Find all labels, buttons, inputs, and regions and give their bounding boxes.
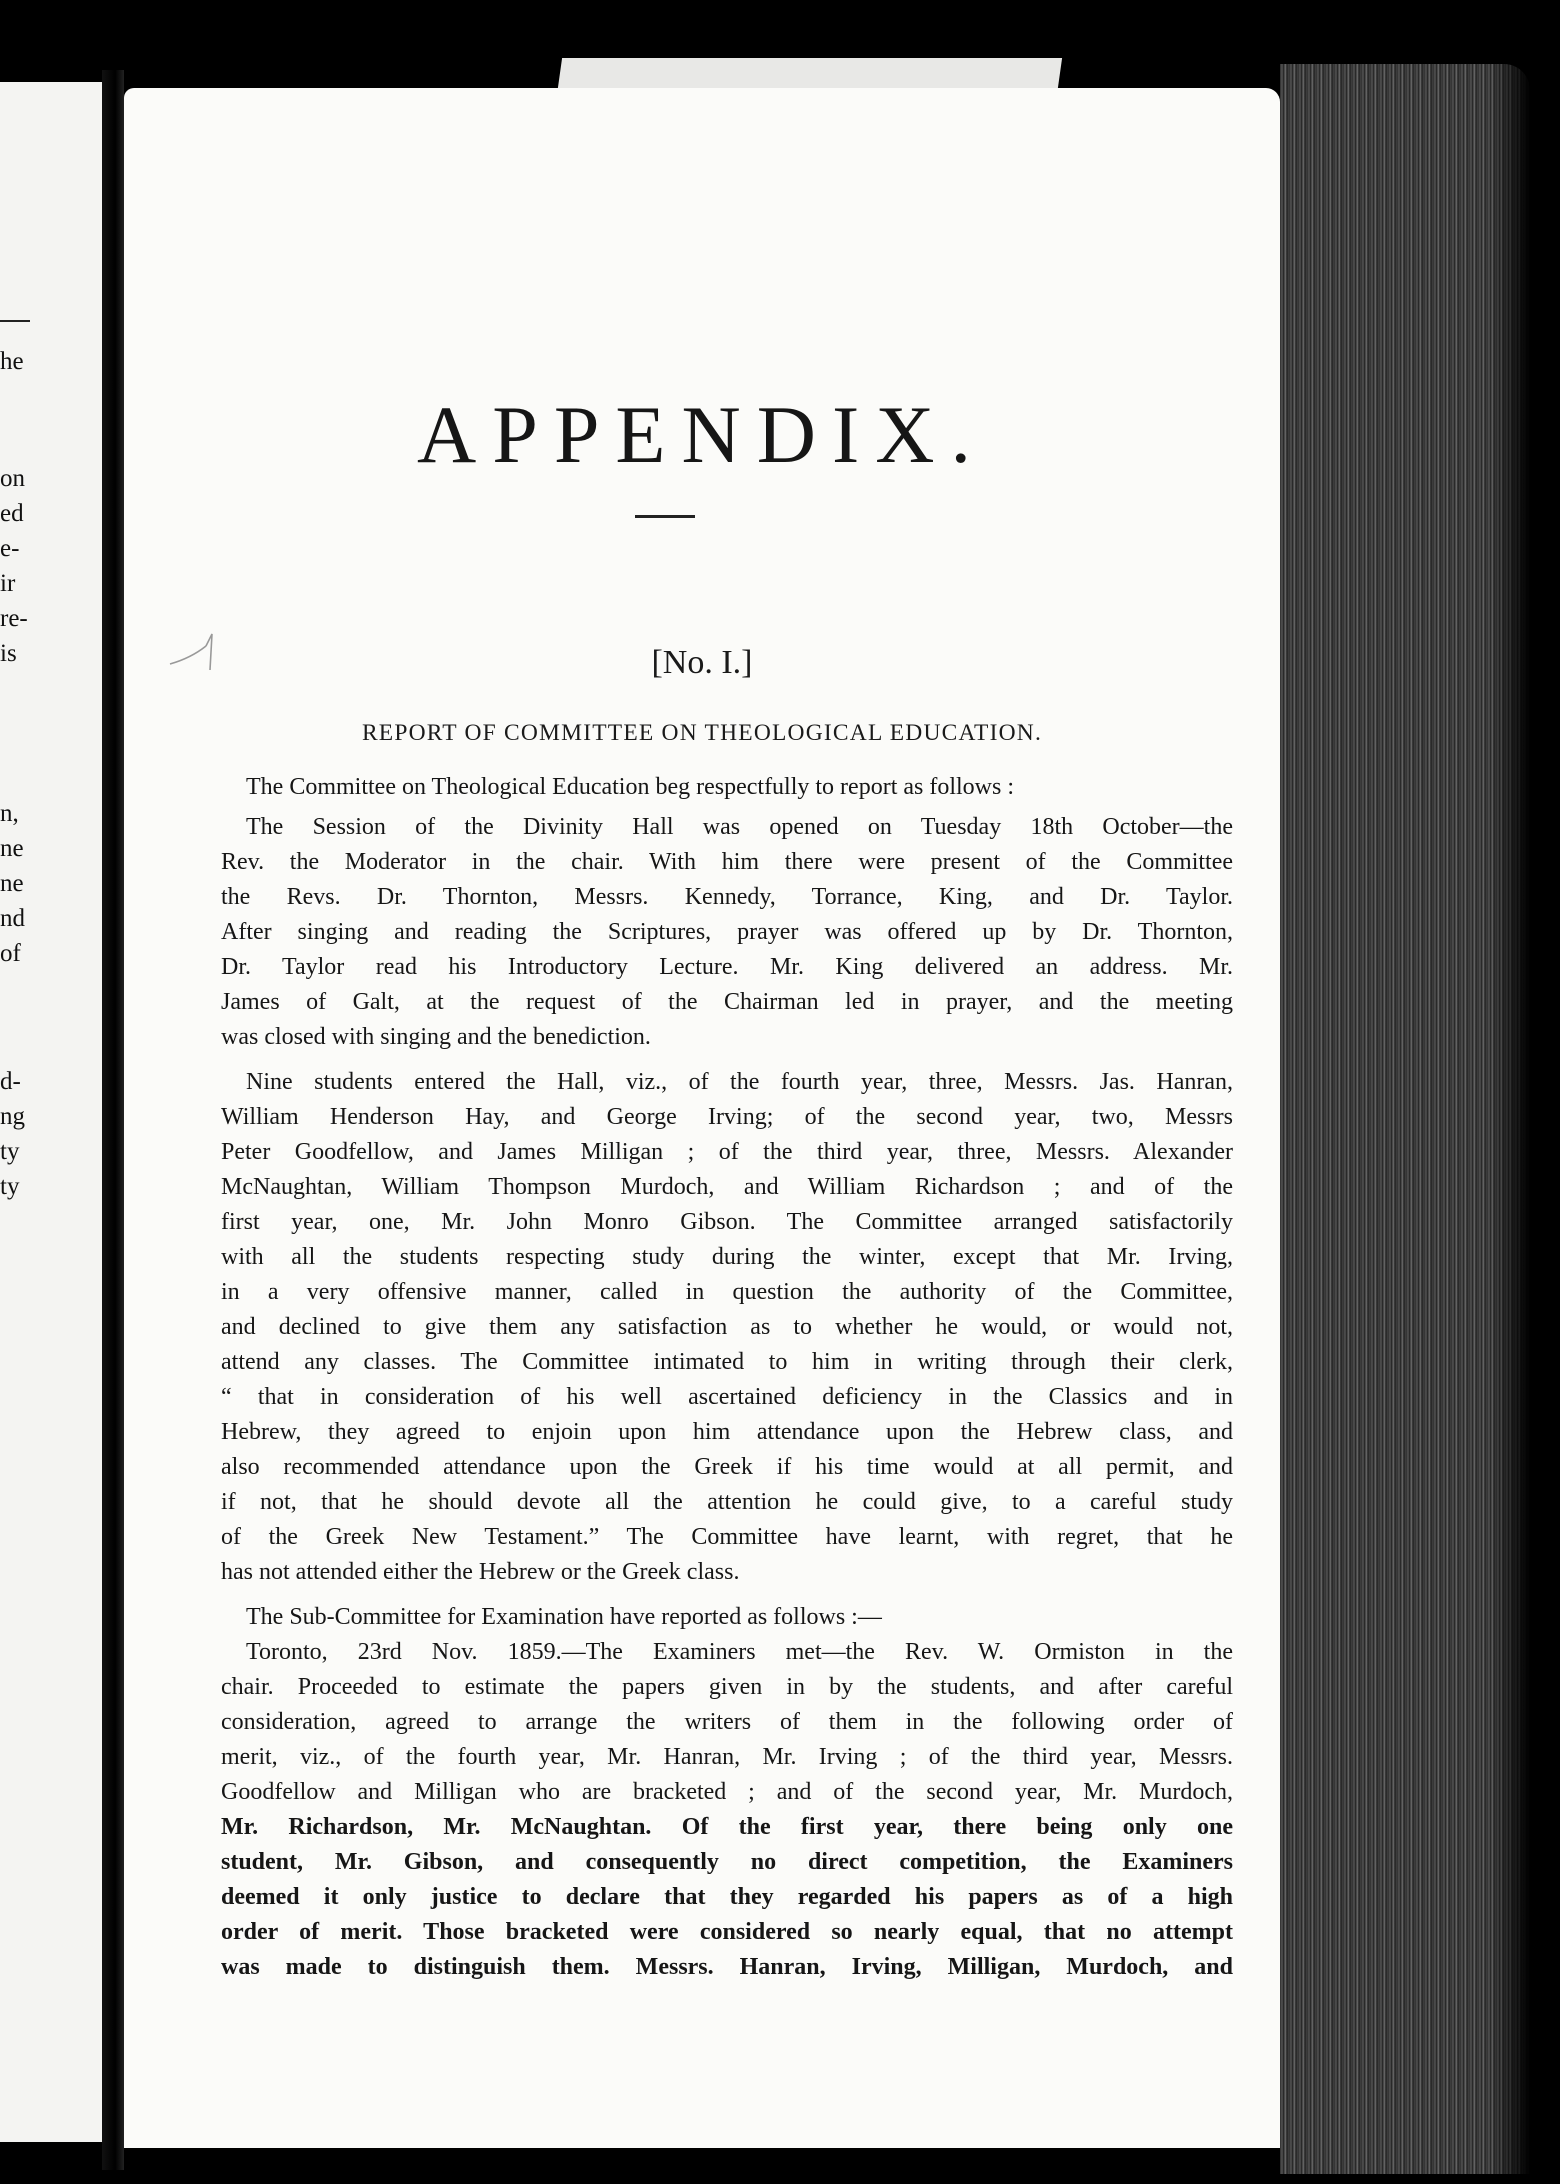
- text-line: Rev. the Moderator in the chair. With him there were present of the Committee: [221, 849, 1233, 875]
- facing-page-text: re-: [0, 605, 28, 632]
- text-line: After singing and reading the Scriptures, prayer was offered up by Dr. Thornton,: [221, 919, 1233, 945]
- text-line: was closed with singing and the benediction.: [221, 1024, 651, 1050]
- text-line: also recommended attendance upon the Greek if his time would at all permit, and: [221, 1454, 1233, 1480]
- facing-page-text: is: [0, 640, 17, 667]
- text-line: The Session of the Divinity Hall was opened on Tuesday 18th October—the: [246, 814, 1233, 840]
- text-line: McNaughtan, William Thompson Murdoch, and William Richardson ; and of the: [221, 1174, 1233, 1200]
- text-line: James of Galt, at the request of the Chairman led in prayer, and the meeting: [221, 989, 1233, 1015]
- facing-page-text: ty: [0, 1138, 20, 1165]
- facing-page-text: on: [0, 465, 25, 492]
- section-heading: REPORT OF COMMITTEE ON THEOLOGICAL EDUCATION.: [361, 720, 1043, 746]
- title-rule: [635, 515, 695, 518]
- text-line: first year, one, Mr. John Monro Gibson. The Committee arranged satisfactorily: [221, 1209, 1233, 1235]
- text-line: Dr. Taylor read his Introductory Lecture. Mr. King delivered an address. Mr.: [221, 954, 1233, 980]
- text-line: in a very offensive manner, called in question the authority of the Committee,: [221, 1279, 1233, 1305]
- text-line: of the Greek New Testament.” The Committee have learnt, with regret, that he: [221, 1524, 1233, 1550]
- text-line: William Henderson Hay, and George Irving; of the second year, two, Messrs: [221, 1104, 1233, 1130]
- facing-page-text: he: [0, 348, 24, 375]
- text-line: has not attended either the Hebrew or the Greek class.: [221, 1559, 740, 1585]
- text-line: consideration, agreed to arrange the writers of them in the following order of: [221, 1709, 1233, 1735]
- text-line: was made to distinguish them. Messrs. Hanran, Irving, Milligan, Murdoch, and: [221, 1954, 1233, 1980]
- page-title: APPENDIX.: [417, 389, 987, 480]
- text-line: student, Mr. Gibson, and consequently no direct competition, the Examiners: [221, 1849, 1233, 1875]
- facing-page-text: n,: [0, 800, 19, 827]
- facing-page-text: ne: [0, 870, 24, 897]
- facing-page-text: d-: [0, 1068, 21, 1095]
- facing-page-text: e-: [0, 535, 20, 562]
- text-line: The Sub-Committee for Examination have reported as follows :—: [246, 1604, 882, 1630]
- page-block-edges: [1280, 64, 1530, 2174]
- text-line: Goodfellow and Milligan who are bracketed ; and of the second year, Mr. Murdoch,: [221, 1779, 1233, 1805]
- facing-page-text: ed: [0, 500, 24, 527]
- book-gutter: [102, 70, 124, 2170]
- text-line: Toronto, 23rd Nov. 1859.—The Examiners met—the Rev. W. Ormiston in the: [246, 1639, 1233, 1665]
- text-line: if not, that he should devote all the attention he could give, to a careful study: [221, 1489, 1233, 1515]
- facing-page-text: ne: [0, 835, 24, 862]
- text-line: “ that in consideration of his well ascertained deficiency in the Classics and in: [221, 1384, 1233, 1410]
- text-line: the Revs. Dr. Thornton, Messrs. Kennedy, Torrance, King, and Dr. Taylor.: [221, 884, 1233, 910]
- text-line: Peter Goodfellow, and James Milligan ; of the third year, three, Messrs. Alexander: [221, 1139, 1233, 1165]
- book-page: [124, 88, 1280, 2148]
- text-line: deemed it only justice to declare that they regarded his papers as of a high: [221, 1884, 1233, 1910]
- facing-page-text: of: [0, 940, 21, 967]
- text-line: Hebrew, they agreed to enjoin upon him attendance upon the Hebrew class, and: [221, 1419, 1233, 1445]
- text-line: with all the students respecting study during the winter, except that Mr. Irving,: [221, 1244, 1233, 1270]
- text-line: and declined to give them any satisfaction as to whether he would, or would not,: [221, 1314, 1233, 1340]
- facing-page-text: ty: [0, 1173, 20, 1200]
- facing-page-fragment: [0, 82, 102, 2142]
- text-line: chair. Proceeded to estimate the papers given in by the students, and after careful: [221, 1674, 1233, 1700]
- text-line: The Committee on Theological Education beg respectfully to report as follows :: [246, 774, 1015, 800]
- facing-page-text: ng: [0, 1103, 25, 1130]
- facing-page-rule: [0, 320, 30, 322]
- text-line: attend any classes. The Committee intimated to him in writing through their clerk,: [221, 1349, 1233, 1375]
- facing-page-text: ir: [0, 570, 16, 597]
- text-line: Mr. Richardson, Mr. McNaughtan. Of the first year, there being only one: [221, 1814, 1233, 1840]
- text-line: Nine students entered the Hall, viz., of the fourth year, three, Messrs. Jas. Hanran,: [246, 1069, 1233, 1095]
- text-line: merit, viz., of the fourth year, Mr. Hanran, Mr. Irving ; of the third year, Messrs.: [221, 1744, 1233, 1770]
- section-number: [No. I.]: [651, 644, 753, 681]
- facing-page-text: nd: [0, 905, 25, 932]
- loose-leaf-edge: [558, 58, 1062, 88]
- text-line: order of merit. Those bracketed were considered so nearly equal, that no attempt: [221, 1919, 1233, 1945]
